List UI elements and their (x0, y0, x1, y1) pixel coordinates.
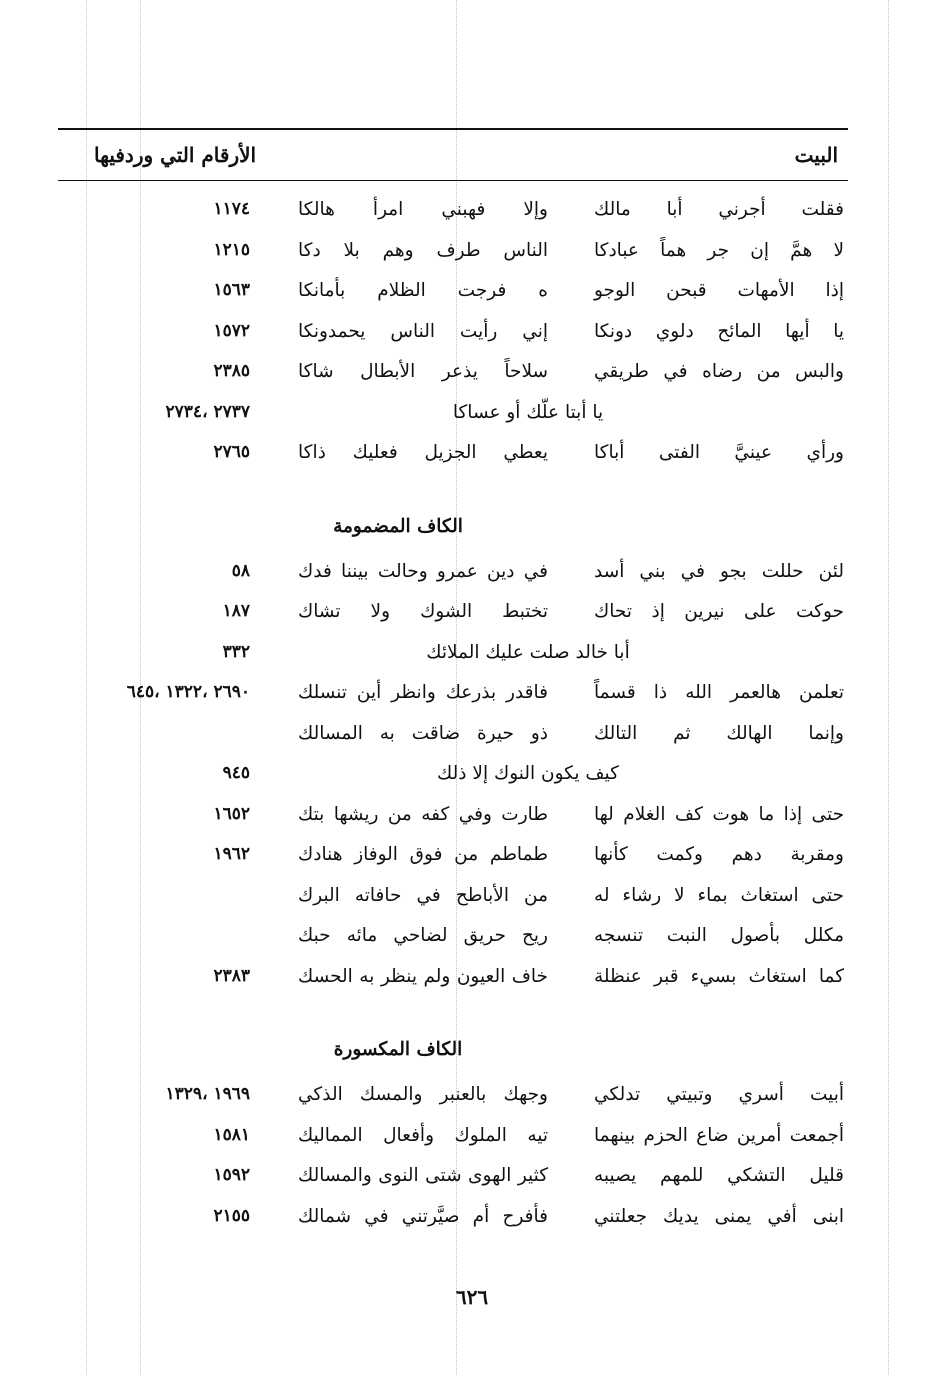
verse-first-hemistich: كما استغاث بسيء قبر عنظلة (594, 965, 844, 987)
verse-second-hemistich: وجهك بالعنبر والمسك الذكي (298, 1084, 548, 1105)
section-title-madmuma: الكاف المضمومة (333, 515, 463, 537)
verse-second-hemistich: يعطي الجزيل فعليك ذاكا (298, 442, 548, 463)
verse-row (58, 796, 848, 837)
verse-first-hemistich: مكلل بأصول النبت تنسجه (594, 925, 844, 946)
verse-single-line: يا أبتا علّك أو عساكا (452, 401, 604, 423)
verse-reference-numbers: ١٢١٥ (213, 239, 250, 260)
verse-row (58, 634, 848, 675)
verse-row (58, 1076, 848, 1117)
verse-first-hemistich: يا أيها المائح دلوي دونكا (594, 320, 844, 342)
verse-first-hemistich: لئن حللت بجو في بني أسد (594, 560, 844, 582)
verse-reference-numbers: ٣٣٢ (222, 641, 250, 662)
verse-first-hemistich: فقلت أجرني أبا مالك (594, 199, 844, 220)
verse-row (58, 1157, 848, 1198)
verse-row (58, 353, 848, 394)
verse-second-hemistich: تختبط الشوك ولا تشاك (298, 601, 548, 622)
section-title-maksura: الكاف المكسورة (333, 1039, 463, 1060)
verse-reference-numbers: ٢٣٨٣ (213, 965, 250, 986)
header-verse-label: البيت (794, 143, 838, 167)
verse-reference-numbers: ٢٧٦٥ (213, 442, 250, 462)
verse-second-hemistich: طارت وفي كفه من ريشها بتك (298, 803, 548, 825)
guide-line (888, 0, 889, 1375)
verse-second-hemistich: من الأباطح في حافاته البرك (298, 884, 548, 906)
table-header (58, 130, 848, 180)
verse-row (58, 394, 848, 435)
verse-first-hemistich: حتى استغاث بماء لا رشاء له (594, 884, 844, 906)
verse-row (58, 755, 848, 796)
verse-reference-numbers: ٢٣٨٥ (213, 361, 250, 381)
verse-first-hemistich: ابنى أفي يمنى يديك جعلتني (594, 1205, 844, 1227)
verse-single-line: أبا خالد صلت عليك الملائك (426, 641, 630, 663)
verse-row (58, 191, 848, 232)
verse-first-hemistich: تعلمن هالعمر الله ذا قسماً (594, 682, 844, 703)
verse-reference-numbers: ١٨٧ (222, 601, 250, 621)
verse-first-hemistich: قليل التشكي للمهم يصيبه (594, 1165, 844, 1186)
verse-second-hemistich: ه فرجت الظلام بأمانكا (298, 280, 548, 301)
verse-second-hemistich: الناس طرف وهم بلا دكا (298, 239, 548, 261)
verse-reference-numbers: ٩٤٥ (222, 763, 250, 783)
verse-reference-numbers: ١٩٦٢ (213, 844, 250, 864)
verse-second-hemistich: سلاحاً يذعر الأبطال شاكا (298, 361, 548, 382)
verse-row (58, 1198, 848, 1239)
verse-second-hemistich: ذو حيرة ضاقت به المسالك (298, 722, 548, 744)
verse-reference-numbers: ١٦٥٢ (213, 803, 250, 824)
verse-reference-numbers: ١٥٧٢ (213, 320, 250, 341)
verse-row (58, 715, 848, 756)
verse-first-hemistich: وإنما الهالك ثم التالك (594, 722, 844, 744)
verse-first-hemistich: أجمعت أمرين ضاع الحزم بينهما (594, 1124, 844, 1146)
verse-row (58, 836, 848, 877)
verse-first-hemistich: ومقربة دهم وكمت كأنها (594, 844, 844, 865)
verse-reference-numbers: ٢٧٣٧ ،٢٧٣٤ (165, 401, 250, 422)
verse-row (58, 958, 848, 999)
verse-reference-numbers: ١٥٩٢ (213, 1165, 250, 1185)
verse-row (58, 593, 848, 634)
page-number: ٦٢٦ (455, 1285, 489, 1309)
verse-row (58, 232, 848, 273)
verse-first-hemistich: ورأي عينيَّ الفتى أباكا (594, 442, 844, 463)
verse-first-hemistich: إذا الأمهات قبحن الوجو (594, 280, 844, 301)
verse-first-hemistich: أبيت أسري وتبيتي تدلكي (594, 1084, 844, 1105)
verse-row (58, 434, 848, 475)
verse-first-hemistich: حوكت على نيرين إذ تحاك (594, 601, 844, 622)
document-page (58, 128, 848, 1238)
verse-reference-numbers: ٥٨ (231, 560, 250, 581)
verse-reference-numbers: ٢٦٩٠ ،١٣٢٢ ،٦٤٥ (126, 682, 250, 702)
verse-row (58, 674, 848, 715)
verse-second-hemistich: وإلا فهبني امرأ هالكا (298, 199, 548, 220)
verse-reference-numbers: ١٩٦٩ ،١٣٢٩ (165, 1084, 250, 1104)
verse-second-hemistich: طماطم من فوق الوفاز هنادك (298, 844, 548, 865)
verse-block-kaf-maksura (58, 1076, 848, 1238)
verse-second-hemistich: فأفرح أم صيَّرتني في شمالك (298, 1205, 548, 1227)
verse-row (58, 1117, 848, 1158)
verse-block-kaf-madmuma (58, 553, 848, 999)
verse-first-hemistich: لا همَّ إن جر هماً عبادكا (594, 239, 844, 261)
verse-row (58, 917, 848, 958)
verse-reference-numbers: ١١٧٤ (213, 199, 250, 219)
verse-row (58, 877, 848, 918)
verse-second-hemistich: خاف العيون ولم ينظر به الحسك (298, 965, 548, 987)
verse-single-line: كيف يكون النوك إلا ذلك (437, 763, 619, 784)
verse-second-hemistich: ريح حريق لضاحي مائه حبك (298, 925, 548, 946)
verse-second-hemistich: كثير الهوى شتى النوى والمسالك (298, 1165, 548, 1186)
verse-row (58, 553, 848, 594)
verse-row (58, 313, 848, 354)
verse-block-kaf-maftuha (58, 181, 848, 475)
verse-reference-numbers: ١٥٨١ (213, 1124, 250, 1145)
verse-reference-numbers: ١٥٦٣ (213, 280, 250, 300)
verse-row (58, 272, 848, 313)
header-numbers-label: الأرقام التي وردفيها (94, 143, 257, 167)
verse-first-hemistich: والبس من رضاه في طريقي (594, 361, 844, 382)
verse-first-hemistich: حتى إذا ما هوت كف الغلام لها (594, 803, 844, 825)
verse-second-hemistich: إني رأيت الناس يحمدونكا (298, 320, 548, 342)
verse-second-hemistich: تيه الملوك وأفعال المماليك (298, 1124, 548, 1146)
verse-second-hemistich: في دين عمرو وحالت بيننا فدك (298, 560, 548, 582)
verse-reference-numbers: ٢١٥٥ (213, 1205, 250, 1226)
verse-second-hemistich: فاقدر بذرعك وانظر أين تنسلك (298, 682, 548, 703)
